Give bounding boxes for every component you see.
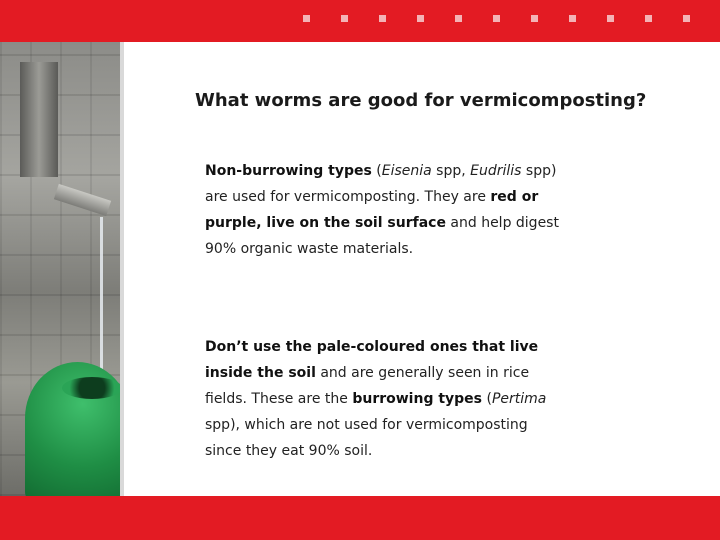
text-span: spp, bbox=[431, 163, 471, 179]
text-span: ( bbox=[482, 391, 492, 407]
bottom-red-bar bbox=[0, 496, 720, 540]
bold-text: Don’t use the pale-coloured ones that live inside the soil bbox=[205, 339, 539, 381]
text-span: and are generally seen in rice fields. These are the bbox=[205, 365, 530, 407]
text-span: spp) are used for vermicomposting. They are bbox=[205, 163, 557, 205]
pipe bbox=[20, 62, 58, 177]
water-stream bbox=[100, 217, 103, 387]
decorative-dots bbox=[220, 15, 720, 25]
bold-text: Non-burrowing types bbox=[205, 163, 372, 179]
slide-title: What worms are good for vermicomposting? bbox=[195, 90, 647, 111]
paragraph-burrowing bbox=[205, 334, 565, 464]
dot-icon bbox=[569, 15, 576, 22]
dot-icon bbox=[493, 15, 500, 22]
side-photo bbox=[0, 42, 120, 496]
dot-icon bbox=[607, 15, 614, 22]
species-name: Pertima bbox=[491, 391, 547, 407]
dot-icon bbox=[683, 15, 690, 22]
dot-icon bbox=[341, 15, 348, 22]
dot-icon bbox=[455, 15, 462, 22]
species-name: Eisenia bbox=[381, 163, 432, 179]
divider bbox=[120, 42, 124, 496]
text-span: ( bbox=[371, 163, 382, 179]
dot-icon bbox=[531, 15, 538, 22]
text-span: and help digest 90% organic waste materials. bbox=[205, 215, 559, 257]
jar-mouth bbox=[62, 377, 120, 399]
dot-icon bbox=[379, 15, 386, 22]
species-name: Eudrilis bbox=[470, 163, 522, 179]
dot-icon bbox=[417, 15, 424, 22]
text-span: spp), which are not used for vermicomposting since they eat 90% soil. bbox=[205, 417, 528, 459]
top-red-bar bbox=[0, 0, 720, 42]
paragraph-non-burrowing bbox=[205, 158, 565, 262]
dot-icon bbox=[645, 15, 652, 22]
dot-icon bbox=[303, 15, 310, 22]
bold-text: burrowing types bbox=[352, 391, 483, 407]
bold-text: red or purple, live on the soil surface bbox=[205, 189, 539, 231]
